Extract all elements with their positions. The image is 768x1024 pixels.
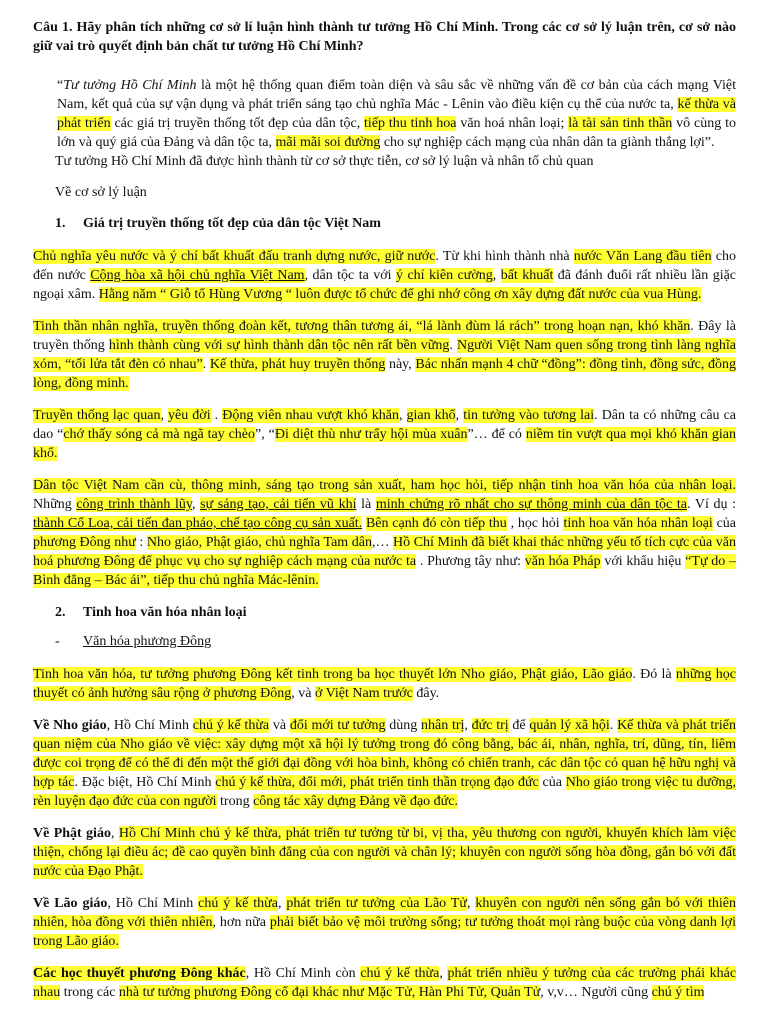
quote-term: Tư tưởng Hồ Chí Minh — [63, 78, 197, 93]
quote-open-mark: “ — [57, 78, 64, 93]
section-heading-2 — [55, 603, 736, 622]
section-title: Tinh hoa văn hóa nhân loại — [83, 605, 247, 620]
list-dash: - — [55, 634, 60, 649]
intro-line: Tư tưởng Hồ Chí Minh đã được hình thành từ cơ sở thực tiễn, cơ sở lý luận và nhân tố chủ quan — [55, 154, 594, 169]
subsection-eastern-culture — [55, 632, 736, 651]
paragraph-optimism: Truyền thống lạc quan, yêu đời . Động viên nhau vượt khó khăn, gian khổ, tin tưởng vào tương lai. Dân ta có những câu ca dao “chớ thấy sóng cả mà ngã tay chèo”, “Đi diệt thù như trẩy hội mùa xuân”… để có niềm tin vượt qua mọi khó khăn gian khổ. — [33, 408, 737, 461]
section-number: 2. — [55, 605, 66, 620]
paragraph-other-eastern: Các học thuyết phương Đông khác, Hồ Chí Minh còn chú ý kế thừa, phát triển nhiều ý tưởng của các trường phái khác nhau trong các nhà tư tưởng phương Đông cổ đại khác như Mặc Tử, Hàn Phi Tử, Quản Tử, v,v… Người cũng chú ý tìm — [33, 966, 737, 1000]
lead-heading: Về cơ sở lý luận — [55, 185, 147, 200]
paragraph-solidarity: Tinh thần nhân nghĩa, truyền thống đoàn kết, tương thân tương ái, “lá lành đùm lá rách” trong hoạn nạn, khó khăn. Đây là truyền thống hình thành cùng với sự hình thành dân tộc nên rất bền vững. Người Việt Nam quen sống trong tình làng nghĩa xóm, “tối lửa tắt đèn có nhau”. Kế thừa, phát huy truyền thống này, Bác nhấn mạnh 4 chữ “đồng”: đồng tình, đồng sức, đồng lòng, đồng minh. — [33, 319, 736, 391]
section-heading-1 — [55, 214, 736, 233]
section-title: Giá trị truyền thống tốt đẹp của dân tộc Việt Nam — [83, 216, 381, 231]
paragraph-eastern-thought: Tinh hoa văn hóa, tư tưởng phương Đông kết tinh trong ba học thuyết lớn Nho giáo, Phật giáo, Lão giáo. Đó là những học thuyết có ảnh hưởng sâu rộng ở phương Đông, và ở Việt Nam trước đây. — [33, 667, 737, 701]
paragraph-patriotism: Chủ nghĩa yêu nước và ý chí bất khuất đấu tranh dựng nước, giữ nước. Từ khi hình thành nhà nước Văn Lang đầu tiên cho đến nước Cộng hòa xã hội chủ nghĩa Việt Nam, dân tộc ta với ý chí kiên cường, bất khuất đã đánh đuổi rất nhiều lần giặc ngoại xâm. Hằng năm “ Giỗ tổ Hùng Vương “ luôn được tổ chức để ghi nhớ công ơn xây dựng đất nước của vua Hùng. — [33, 249, 737, 302]
paragraph-creativity: Dân tộc Việt Nam cần cù, thông minh, sáng tạo trong sản xuất, ham học hỏi, tiếp nhận tinh hoa văn hóa của nhân loại. Những công trình thành lũy, sự sáng tạo, cải tiến vũ khí là minh chứng rõ nhất cho sự thông minh của dân tộc ta. Ví dụ : thành Cổ Loa, cải tiến đan pháo, chế tạo công cụ sản xuất. Bên cạnh đó còn tiếp thu , học hỏi tinh hoa văn hóa nhân loại của phương Đông như : Nho giáo, Phật giáo, chủ nghĩa Tam dân,… Hồ Chí Minh đã biết khai thác những yếu tố tích cực của văn hoá phương Đông để phục vụ cho sự nghiệp cách mạng của nước ta . Phương tây như: văn hóa Pháp với khẩu hiệu “Tự do – Bình đẳng – Bác ái”, tiếp thu chủ nghĩa Mác-lênin. — [33, 478, 737, 588]
paragraph-confucianism: Về Nho giáo, Hồ Chí Minh chú ý kế thừa và đổi mới tư tưởng dùng nhân trị, đức trị để quản lý xã hội. Kế thừa và phát triển quan niệm của Nho giáo về việc: xây dựng một xã hội lý tưởng trong đó công bằng, bác ái, nhân, nghĩa, trí, dũng, tín, liêm được coi trọng để có thể đi đến một thế giới đại đồng với hòa bình, không có chiến tranh, các dân tộc có quan hệ hữu nghị và hợp tác. Đặc biệt, Hồ Chí Minh chú ý kế thừa, đổi mới, phát triển tinh thần trọng đạo đức của Nho giáo trong việc tu dưỡng, rèn luyện đạo đức của con người trong công tác xây dựng Đảng về đạo đức. — [33, 718, 737, 809]
question-title: Câu 1. Hãy phân tích những cơ sở lí luận hình thành tư tưởng Hồ Chí Minh. Trong các cơ sở lý luận trên, cơ sở nào giữ vai trò quyết định bản chất tư tưởng Hồ Chí Minh? — [33, 20, 736, 54]
paragraph-taoism: Về Lão giáo, Hồ Chí Minh chú ý kế thừa, phát triển tư tưởng của Lão Tử, khuyên con người nên sống gắn bó với thiên nhiên, hòa đồng với thiên nhiên, hơn nữa phải biết bảo vệ môi trường sống; tư tưởng thoát mọi ràng buộc của vòng danh lợi trong Lão giáo. — [33, 896, 737, 949]
definition-quote: “Tư tưởng Hồ Chí Minh là một hệ thống quan điểm toàn diện và sâu sắc về những vấn đề cơ bản của cách mạng Việt Nam, kết quả của sự vận dụng và phát triển sáng tạo chủ nghĩa Mác - Lênin vào điều kiện cụ thể của nước ta, kế thừa và phát triển các giá trị truyền thống tốt đẹp của dân tộc, tiếp thu tinh hoa văn hoá nhân loại; là tài sản tinh thần vô cùng to lớn và quý giá của Đảng và dân tộc ta, mãi mãi soi đường cho sự nghiệp cách mạng của nhân dân ta giành thắng lợi”. — [57, 78, 736, 150]
paragraph-buddhism: Về Phật giáo, Hồ Chí Minh chú ý kế thừa, phát triển tư tưởng từ bi, vị tha, yêu thương con người, khuyến khích làm việc thiện, chống lại điều ác; đề cao quyền bình đẳng của con người và chân lý; khuyên con người sống hòa đồng, gắn bó với đất nước của Đạo Phật. — [33, 826, 737, 879]
section-number: 1. — [55, 216, 66, 231]
subsection-label: Văn hóa phương Đông — [83, 634, 212, 649]
